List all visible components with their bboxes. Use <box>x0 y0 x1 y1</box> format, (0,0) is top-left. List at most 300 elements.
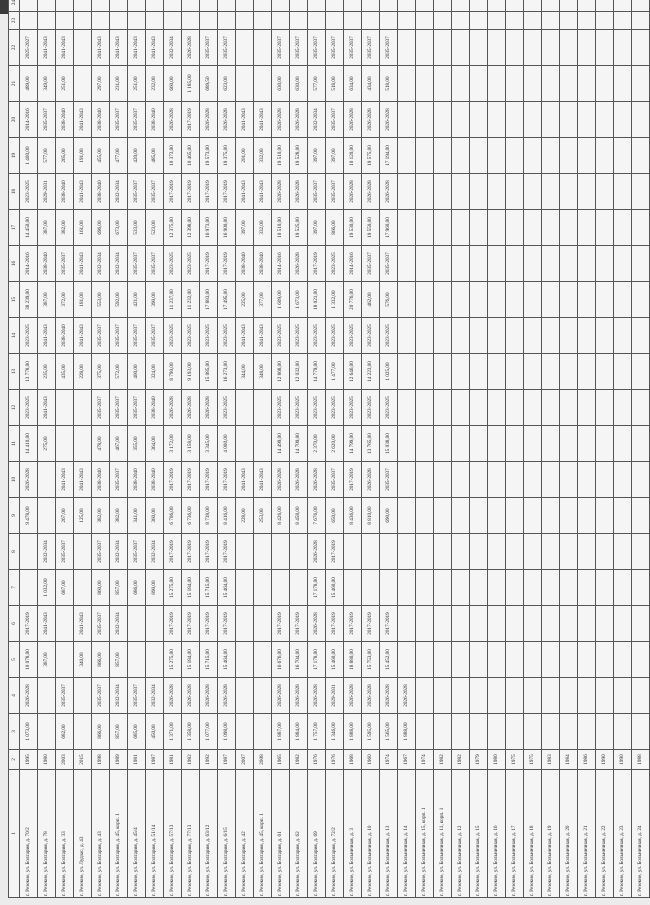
table-cell: 8 426,00 <box>272 498 290 534</box>
table-cell: 533,00 <box>128 210 146 246</box>
table-cell: 2032-2034 <box>110 246 128 282</box>
table-cell: 2041-2043 <box>254 318 272 354</box>
table-cell <box>632 426 650 462</box>
table-cell: 2041-2043 <box>74 462 92 498</box>
table-cell: 387,00 <box>38 282 56 318</box>
table-cell: 450,00 <box>146 714 164 750</box>
table-cell <box>596 102 614 138</box>
table-cell: 2032-2034 <box>110 606 128 642</box>
column-header: 16 <box>9 246 20 282</box>
table-cell <box>416 318 434 354</box>
table-cell <box>308 12 326 30</box>
table-cell <box>416 282 434 318</box>
table-cell: 687,00 <box>56 570 74 606</box>
table-cell: 15 715,00 <box>200 570 218 606</box>
table-cell <box>128 606 146 642</box>
table-cell: 489,00 <box>20 66 38 102</box>
table-cell <box>20 534 38 570</box>
table-cell <box>632 66 650 102</box>
table-cell <box>524 462 542 498</box>
year-cell: 1987 <box>146 750 164 770</box>
table-cell <box>398 102 416 138</box>
table-cell: 1 073,00 <box>20 714 38 750</box>
table-cell: 2026-2028 <box>272 462 290 498</box>
table-cell: 225,00 <box>236 282 254 318</box>
table-cell <box>416 354 434 390</box>
table-cell <box>488 714 506 750</box>
table-cell <box>632 498 650 534</box>
table-cell: 17 883,00 <box>200 282 218 318</box>
table-cell <box>74 426 92 462</box>
table-cell <box>542 534 560 570</box>
table-cell: 2026-2028 <box>290 246 308 282</box>
table-cell: 12 646,00 <box>344 354 362 390</box>
table-cell: 382,00 <box>56 210 74 246</box>
table-cell: 2041-2043 <box>74 246 92 282</box>
table-cell <box>560 570 578 606</box>
table-cell: 16 273,00 <box>218 354 236 390</box>
table-cell <box>632 282 650 318</box>
year-cell: 1982 <box>434 750 452 770</box>
table-row <box>452 0 470 898</box>
table-cell: 2017-2019 <box>218 246 236 282</box>
table-cell: 10 078,00 <box>20 642 38 678</box>
table-cell <box>452 642 470 678</box>
address-cell: г. Резекне, ул. Больничная, д. 15, корп. 1 <box>416 770 434 898</box>
table-cell: 15 460,00 <box>326 642 344 678</box>
table-cell <box>488 678 506 714</box>
table-cell <box>542 606 560 642</box>
table-row <box>290 0 308 898</box>
table-cell <box>398 12 416 30</box>
table-row <box>272 0 290 898</box>
table-cell: 2023-2025 <box>164 318 182 354</box>
table-cell <box>416 246 434 282</box>
address-cell: г. Резекне, ул. Болгария, д. 70/2 <box>20 770 38 898</box>
year-cell: 2007 <box>236 750 254 770</box>
table-cell <box>542 390 560 426</box>
table-cell: 15 464,00 <box>218 570 236 606</box>
address-cell: г. Резекне, ул. Болгария, д. 72/2 <box>326 770 344 898</box>
table-cell <box>596 534 614 570</box>
table-cell: 2032-2034 <box>92 246 110 282</box>
table-cell: 857,00 <box>110 714 128 750</box>
address-cell: г. Резекне, ул. Больничная, д. 20 <box>560 770 578 898</box>
table-cell: 2023-2025 <box>380 390 398 426</box>
table-cell: 19 525,00 <box>290 210 308 246</box>
table-cell <box>254 642 272 678</box>
table-cell <box>596 174 614 210</box>
address-cell: г. Резекне, ул. Больничная, д. 11, корп. 1 <box>434 770 452 898</box>
table-cell <box>110 0 128 12</box>
table-cell <box>614 534 632 570</box>
table-cell <box>398 282 416 318</box>
table-cell <box>542 354 560 390</box>
table-cell: 2023-2025 <box>218 318 236 354</box>
table-cell: 10 510,00 <box>272 210 290 246</box>
table-cell <box>578 282 596 318</box>
column-header: 18 <box>9 174 20 210</box>
table-cell: 9 478,00 <box>20 498 38 534</box>
table-cell: 650,00 <box>326 498 344 534</box>
table-row <box>38 0 56 898</box>
address-cell: г. Резекне, ул. Болгария, д. 62 <box>290 770 308 898</box>
table-cell: 2026-2028 <box>182 30 200 66</box>
table-cell <box>38 0 56 12</box>
table-row <box>92 0 110 898</box>
address-cell: г. Резекне, ул. Больничная, д. 14 <box>398 770 416 898</box>
table-cell <box>614 174 632 210</box>
table-cell <box>578 354 596 390</box>
table-cell: 2023-2025 <box>326 246 344 282</box>
table-cell <box>614 282 632 318</box>
table-cell <box>380 534 398 570</box>
year-cell: 1998 <box>92 750 110 770</box>
table-cell <box>506 102 524 138</box>
table-cell <box>398 174 416 210</box>
table-cell <box>542 462 560 498</box>
table-row <box>416 0 434 898</box>
table-row <box>20 0 38 898</box>
table-cell: 2023-2025 <box>344 318 362 354</box>
column-header: 4 <box>9 678 20 714</box>
table-cell: 1 332,00 <box>326 282 344 318</box>
table-cell: 2017-2019 <box>380 606 398 642</box>
table-cell: 17 178,00 <box>308 642 326 678</box>
table-cell <box>488 102 506 138</box>
table-cell: 275,00 <box>38 426 56 462</box>
table-cell <box>416 462 434 498</box>
table-cell: 2038-2040 <box>92 102 110 138</box>
table-cell <box>164 12 182 30</box>
table-cell: 2026-2028 <box>272 174 290 210</box>
table-cell: 2035-2037 <box>110 318 128 354</box>
table-cell <box>434 282 452 318</box>
table-cell: 2017-2019 <box>200 534 218 570</box>
table-cell: 2041-2043 <box>236 174 254 210</box>
year-cell: 1995 <box>20 750 38 770</box>
table-cell <box>362 534 380 570</box>
table-cell: 3 158,00 <box>182 426 200 462</box>
table-cell: 630,00 <box>272 66 290 102</box>
table-cell <box>398 426 416 462</box>
address-cell: г. Резекне, ул. Болгария, д. 78 <box>38 770 56 898</box>
year-cell: 1976 <box>326 750 344 770</box>
table-cell <box>542 498 560 534</box>
column-header: 7 <box>9 570 20 606</box>
table-cell <box>596 0 614 12</box>
table-cell: 15 184,00 <box>182 642 200 678</box>
table-cell <box>398 570 416 606</box>
table-cell: 2023-2025 <box>200 318 218 354</box>
table-cell <box>470 12 488 30</box>
table-cell <box>470 0 488 12</box>
table-row <box>326 0 344 898</box>
table-cell <box>362 12 380 30</box>
column-header: 5 <box>9 642 20 678</box>
table-cell <box>398 0 416 12</box>
table-cell: 577,00 <box>38 138 56 174</box>
table-cell: 2035-2037 <box>308 174 326 210</box>
table-cell <box>74 12 92 30</box>
address-cell: г. Резекне, ул. Болгария, д. 45, корп. 1 <box>110 770 128 898</box>
table-cell: 397,00 <box>308 138 326 174</box>
address-cell: г. Резекне, ул. Болгария, д. 33 <box>56 770 74 898</box>
table-cell <box>596 714 614 750</box>
table-cell: 2035-2037 <box>128 246 146 282</box>
table-cell <box>614 246 632 282</box>
table-cell <box>416 570 434 606</box>
table-cell <box>416 12 434 30</box>
table-cell: 16 704,00 <box>290 642 308 678</box>
table-cell <box>416 210 434 246</box>
table-cell <box>434 138 452 174</box>
table-cell: 2017-2019 <box>218 174 236 210</box>
table-cell <box>614 390 632 426</box>
table-cell: 6 736,00 <box>182 498 200 534</box>
table-cell: 2023-2025 <box>362 390 380 426</box>
table-cell: 12 398,00 <box>182 210 200 246</box>
table-cell <box>560 138 578 174</box>
table-cell: 2023-2025 <box>380 318 398 354</box>
table-cell: 1 098,00 <box>218 714 236 750</box>
table-cell <box>398 498 416 534</box>
table-cell <box>524 66 542 102</box>
table-cell <box>416 138 434 174</box>
table-cell: 8 416,00 <box>218 498 236 534</box>
table-cell <box>506 66 524 102</box>
table-cell <box>146 0 164 12</box>
table-cell <box>434 0 452 12</box>
table-cell <box>290 570 308 606</box>
table-cell: 660,00 <box>164 66 182 102</box>
table-cell: 553,00 <box>92 282 110 318</box>
column-header: 9 <box>9 498 20 534</box>
table-cell <box>560 426 578 462</box>
address-cell: г. Резекне, ул. Болгария, д. 63/12 <box>200 770 218 898</box>
table-cell: 2026-2028 <box>380 678 398 714</box>
table-cell: 467,00 <box>110 426 128 462</box>
table-row <box>164 0 182 898</box>
table-cell: 14 410,00 <box>20 426 38 462</box>
table-cell <box>506 174 524 210</box>
table-cell: 2023-2025 <box>308 390 326 426</box>
table-cell <box>560 714 578 750</box>
table-cell: 20 776,00 <box>344 282 362 318</box>
table-cell: 2026-2028 <box>164 678 182 714</box>
table-cell: 2017-2019 <box>344 462 362 498</box>
table-cell <box>560 12 578 30</box>
table-cell <box>614 498 632 534</box>
year-cell: 1980 <box>38 750 56 770</box>
table-cell <box>470 642 488 678</box>
table-cell: 2035-2037 <box>128 678 146 714</box>
table-cell: 477,00 <box>110 138 128 174</box>
table-cell: 387,00 <box>38 642 56 678</box>
table-cell <box>632 462 650 498</box>
column-header: 13 <box>9 354 20 390</box>
table-cell <box>398 246 416 282</box>
table-cell: 377,00 <box>254 282 272 318</box>
table-cell <box>452 174 470 210</box>
table-cell <box>560 282 578 318</box>
table-cell: 19 573,00 <box>200 138 218 174</box>
table-cell <box>560 66 578 102</box>
table-row <box>254 0 272 898</box>
table-cell <box>578 642 596 678</box>
table-cell: 1 077,00 <box>200 714 218 750</box>
table-cell: 1 673,00 <box>290 282 308 318</box>
column-header: 2 <box>9 750 20 770</box>
table-cell: 2035-2037 <box>380 462 398 498</box>
table-cell <box>560 102 578 138</box>
table-cell: 434,00 <box>362 66 380 102</box>
table-cell: 2017-2019 <box>218 606 236 642</box>
table-cell <box>488 282 506 318</box>
table-cell: 2035-2037 <box>380 30 398 66</box>
table-cell <box>452 390 470 426</box>
table-cell: 866,00 <box>326 210 344 246</box>
column-header: 17 <box>9 210 20 246</box>
table-cell: 2038-2040 <box>146 390 164 426</box>
table-cell: 455,00 <box>92 138 110 174</box>
table-cell <box>38 12 56 30</box>
table-cell <box>578 318 596 354</box>
table-cell: 857,00 <box>110 570 128 606</box>
table-cell: 2017-2019 <box>182 174 200 210</box>
table-cell <box>38 462 56 498</box>
table-cell: 1 565,00 <box>380 714 398 750</box>
table-cell: 228,00 <box>236 498 254 534</box>
table-cell <box>470 534 488 570</box>
table-cell: 2026-2028 <box>200 678 218 714</box>
table-cell: 2035-2037 <box>362 30 380 66</box>
table-row <box>506 0 524 898</box>
table-cell <box>614 318 632 354</box>
table-cell <box>452 66 470 102</box>
table-cell <box>236 390 254 426</box>
table-cell <box>434 390 452 426</box>
table-cell <box>578 678 596 714</box>
table-cell: 2035-2037 <box>128 102 146 138</box>
table-cell: 2017-2019 <box>326 534 344 570</box>
table-row <box>596 0 614 898</box>
table-cell <box>632 678 650 714</box>
table-cell <box>128 642 146 678</box>
table-cell <box>164 0 182 12</box>
table-cell: 2035-2037 <box>128 174 146 210</box>
table-cell <box>416 426 434 462</box>
table-cell <box>488 30 506 66</box>
table-cell <box>74 714 92 750</box>
column-header: 12 <box>9 390 20 426</box>
table-cell <box>578 498 596 534</box>
table-cell: 2025-2027 <box>20 30 38 66</box>
rotated-table-frame <box>8 0 644 898</box>
table-cell: 2038-2040 <box>56 318 74 354</box>
table-cell <box>398 66 416 102</box>
table-cell: 2026-2028 <box>380 174 398 210</box>
table-cell <box>596 138 614 174</box>
table-cell: 696,00 <box>92 210 110 246</box>
table-cell: 2041-2043 <box>56 30 74 66</box>
table-cell <box>560 318 578 354</box>
table-cell <box>434 354 452 390</box>
table-cell: 11 237,00 <box>164 282 182 318</box>
table-cell <box>596 498 614 534</box>
table-cell: 344,00 <box>236 354 254 390</box>
table-cell: 19 530,00 <box>344 210 362 246</box>
column-header: 22 <box>9 30 20 66</box>
table-cell: 2041-2043 <box>236 318 254 354</box>
table-cell <box>614 462 632 498</box>
table-cell <box>416 390 434 426</box>
column-header: 24 <box>9 0 20 12</box>
table-cell: 8 790,00 <box>164 354 182 390</box>
table-cell: 2041-2043 <box>110 30 128 66</box>
address-cell: г. Резекне, ул. Болгария, д. 43 <box>92 770 110 898</box>
table-cell: 1 888,00 <box>398 714 416 750</box>
table-cell <box>596 390 614 426</box>
table-cell: 267,00 <box>56 498 74 534</box>
table-cell <box>524 426 542 462</box>
table-cell <box>614 714 632 750</box>
table-row <box>362 0 380 898</box>
table-cell <box>452 534 470 570</box>
table-cell <box>434 678 452 714</box>
table-cell: 2026-2028 <box>308 462 326 498</box>
table-cell: 332,00 <box>254 210 272 246</box>
table-cell: 2032-2034 <box>308 102 326 138</box>
address-cell: г. Резекне, ул. Болгария, д. 45/4 <box>128 770 146 898</box>
address-cell: г. Резекне, ул. Болгария, д. 77/13 <box>182 770 200 898</box>
table-cell <box>524 12 542 30</box>
table-cell: 2017-2019 <box>200 606 218 642</box>
table-cell <box>560 0 578 12</box>
table-cell: 1 757,00 <box>308 714 326 750</box>
table-cell: 17 495,00 <box>218 282 236 318</box>
table-cell: 1 032,00 <box>38 570 56 606</box>
table-cell <box>380 12 398 30</box>
year-cell: 1982 <box>182 750 200 770</box>
table-cell <box>578 246 596 282</box>
table-row <box>470 0 488 898</box>
table-cell <box>56 390 74 426</box>
table-cell: 2041-2043 <box>74 174 92 210</box>
table-cell: 2026-2028 <box>290 174 308 210</box>
table-cell <box>254 30 272 66</box>
table-cell <box>524 498 542 534</box>
table-cell <box>218 0 236 12</box>
table-cell: 2017-2019 <box>218 534 236 570</box>
table-cell: 2035-2037 <box>92 678 110 714</box>
table-cell: 2026-2028 <box>218 678 236 714</box>
table-cell <box>236 426 254 462</box>
table-cell <box>146 642 164 678</box>
year-cell: 1982 <box>452 750 470 770</box>
table-cell: 2023-2025 <box>362 318 380 354</box>
table-cell <box>200 12 218 30</box>
table-cell <box>362 570 380 606</box>
table-cell: 340,00 <box>74 642 92 678</box>
table-cell: 2041-2043 <box>146 30 164 66</box>
table-cell: 2026-2028 <box>380 102 398 138</box>
table-cell <box>488 246 506 282</box>
table-cell <box>416 30 434 66</box>
table-cell <box>110 12 128 30</box>
table-cell: 576,00 <box>380 282 398 318</box>
table-cell <box>506 390 524 426</box>
